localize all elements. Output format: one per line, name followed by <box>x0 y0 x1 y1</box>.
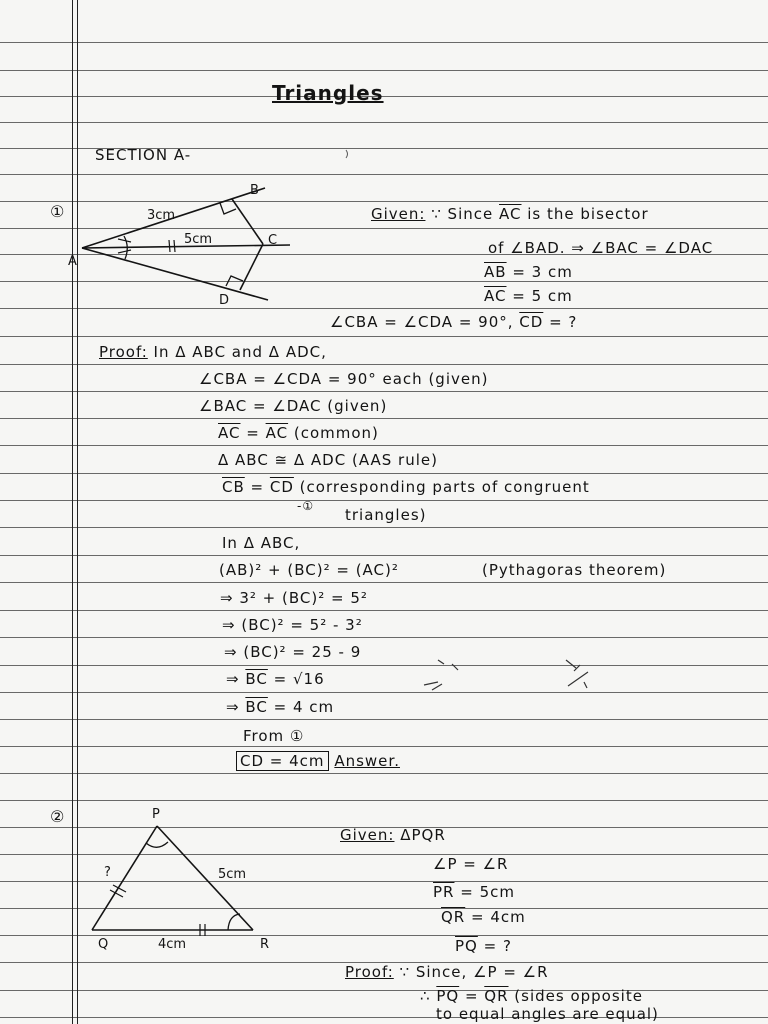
q1-label-b: B <box>250 183 259 198</box>
q2-given-l3b: = 5cm <box>454 883 515 901</box>
q1-given-line5c: = ? <box>543 313 578 331</box>
q1-proof-l4a: $\overline{AC}$ <box>218 424 241 442</box>
q2-given-l1: ΔPQR <box>394 826 446 844</box>
q1-proof-l1: In Δ ABC and Δ ADC, <box>147 343 327 361</box>
q1-answer-a: $\overline{CD}$ <box>240 752 265 770</box>
q1-given-line3a: $\overline{AB}$ <box>484 263 507 281</box>
q2-proof-l2e: (sides opposite <box>508 987 643 1005</box>
q2-proof-l1: ∵ Since, ∠P = ∠R <box>393 963 549 981</box>
q2-proof-line1 <box>345 963 549 981</box>
q1-proof-line10: ⇒ 3² + (BC)² = 5² <box>220 589 368 607</box>
q2-given-line5 <box>455 937 512 955</box>
q1-label-a: A <box>68 254 77 269</box>
q2-proof-l2a: ∴ <box>420 987 437 1005</box>
q2-given-label: Given: <box>340 826 395 844</box>
q1-proof-line9a: (AB)² + (BC)² = (AC)² <box>219 561 399 579</box>
q1-proof-line2: ∠CBA = ∠CDA = 90° each (given) <box>199 370 489 388</box>
q1-proof-l14b: $\overline{BC}$ <box>245 698 268 716</box>
q1-proof-l13b: $\overline{BC}$ <box>245 670 268 688</box>
q1-proof-l13a: ⇒ <box>226 670 246 688</box>
q1-proof-label: Proof: <box>99 343 148 361</box>
q1-label-ab: 3cm <box>147 208 176 223</box>
q2-label-q: Q <box>98 937 109 952</box>
q1-proof-line5: Δ ABC ≅ Δ ADC (AAS rule) <box>218 451 438 469</box>
q1-given-label: Given: <box>371 205 426 223</box>
q1-proof-l4c: $\overline{AC}$ <box>265 424 289 442</box>
q2-given-l3a: $\overline{PR}$ <box>433 883 455 901</box>
q1-given-line4a: $\overline{AC}$ <box>484 287 507 305</box>
q2-side-pq <box>92 826 157 930</box>
q1-proof-l6a: $\overline{CB}$ <box>222 478 245 496</box>
q2-proof-line2 <box>420 987 643 1005</box>
q1-label-ac: 5cm <box>184 232 213 247</box>
q1-proof-line11: ⇒ (BC)² = 5² - 3² <box>222 616 363 634</box>
q2-given-line3 <box>433 883 515 901</box>
q1-given-line2: of ∠BAD. ⇒ ∠BAC = ∠DAC <box>488 239 714 257</box>
q2-given-l4a: $\overline{QR}$ <box>441 908 466 926</box>
question-2-number: ② <box>50 807 66 826</box>
q2-label-qr: 4cm <box>158 937 187 952</box>
q1-given-line1c: is the bisector <box>521 205 649 223</box>
q1-label-d: D <box>219 293 230 308</box>
q1-proof-line3: ∠BAC = ∠DAC (given) <box>199 397 388 415</box>
q1-proof-l6b: = <box>244 478 270 496</box>
q2-label-r: R <box>260 937 270 952</box>
q1-proof-ref-1: -① <box>297 499 315 513</box>
q1-given-line4b: = 5 cm <box>506 287 573 305</box>
q2-given-l4b: = 4cm <box>465 908 526 926</box>
q1-given-line3b: = 3 cm <box>506 263 573 281</box>
q1-answer-b: = 4cm <box>264 752 325 770</box>
q2-given-line2: ∠P = ∠R <box>433 855 509 873</box>
q2-proof-label: Proof: <box>345 963 394 981</box>
q1-proof-l14c: = 4 cm <box>267 698 335 716</box>
q2-given-line1 <box>340 826 446 844</box>
q1-label-c: C <box>268 233 278 248</box>
q1-given-line1b: $\overline{AC}$ <box>499 205 522 223</box>
q2-given-line4 <box>441 908 526 926</box>
q1-proof-l6c: $\overline{CD}$ <box>269 478 294 496</box>
q2-label-pr: 5cm <box>218 867 247 882</box>
q2-given-l5b: = ? <box>477 937 512 955</box>
q2-label-p: P <box>152 807 160 822</box>
q1-proof-line12: ⇒ (BC)² = 25 - 9 <box>224 643 362 661</box>
q1-proof-line9b: (Pythagoras theorem) <box>482 561 667 579</box>
q2-angle-arc-p <box>146 842 168 847</box>
q2-given-l5a: $\overline{PQ}$ <box>455 937 478 955</box>
question-1-number: ① <box>50 202 66 221</box>
q1-proof-line8: In Δ ABC, <box>222 534 301 552</box>
q1-given-line5b: $\overline{CD}$ <box>519 313 544 331</box>
q2-proof-l2b: $\overline{PQ}$ <box>436 987 460 1005</box>
q1-proof-l14a: ⇒ <box>226 698 246 716</box>
page-title: Triangles <box>272 81 384 105</box>
q1-given-line5a: ∠CBA = ∠CDA = 90°, <box>330 313 520 331</box>
q2-proof-line3: to equal angles are equal) <box>436 1005 659 1023</box>
q1-proof-line7: triangles) <box>345 506 427 524</box>
q2-label-pq: ? <box>104 865 111 880</box>
q1-answer-label: Answer. <box>334 752 400 770</box>
q1-proof-line15: From ① <box>243 727 305 745</box>
q1-proof-l4d: (common) <box>288 424 379 442</box>
q1-proof-l13c: = √16 <box>267 670 325 688</box>
q1-given-line1a: ∵ Since <box>431 205 500 223</box>
q2-proof-l2c: = <box>459 987 485 1005</box>
q2-proof-l2d: $\overline{QR}$ <box>484 987 509 1005</box>
q1-proof-l6d: (corresponding parts of congruent <box>293 478 590 496</box>
section-heading: SECTION A- <box>95 146 192 164</box>
q1-proof-l4b: = <box>240 424 266 442</box>
q2-angle-arc-r <box>228 914 240 930</box>
